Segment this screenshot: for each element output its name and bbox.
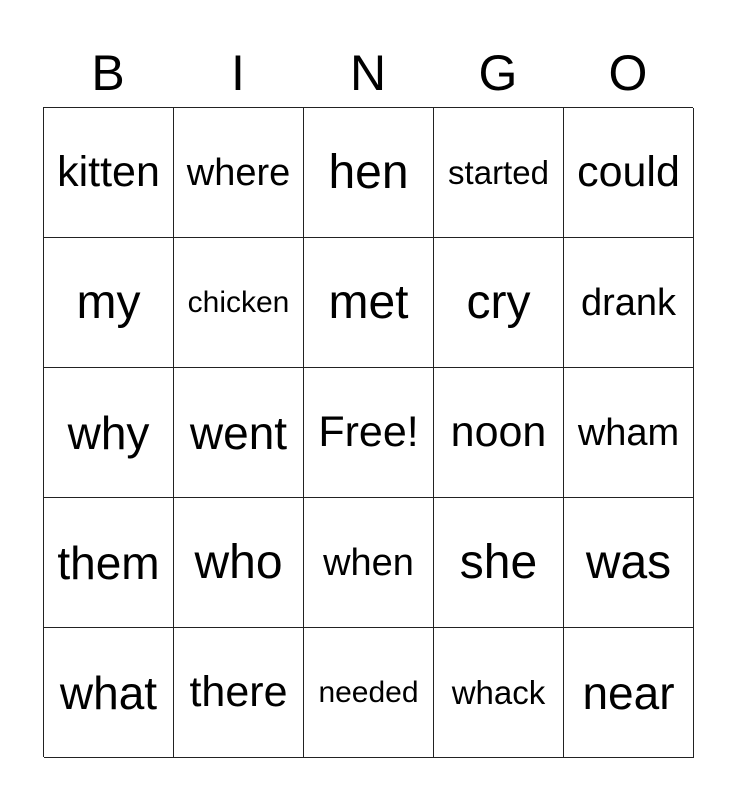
- bingo-cell[interactable]: there: [174, 628, 304, 758]
- bingo-cell[interactable]: met: [304, 238, 434, 368]
- bingo-cell[interactable]: went: [174, 368, 304, 498]
- bingo-cell[interactable]: cry: [434, 238, 564, 368]
- bingo-cell[interactable]: where: [174, 108, 304, 238]
- bingo-cell[interactable]: near: [564, 628, 694, 758]
- bingo-cell[interactable]: hen: [304, 108, 434, 238]
- bingo-cell[interactable]: my: [44, 238, 174, 368]
- bingo-cell[interactable]: kitten: [44, 108, 174, 238]
- bingo-cell[interactable]: was: [564, 498, 694, 628]
- bingo-cell[interactable]: who: [174, 498, 304, 628]
- bingo-cell[interactable]: drank: [564, 238, 694, 368]
- bingo-cell[interactable]: started: [434, 108, 564, 238]
- header-letter-n: N: [349, 45, 387, 101]
- bingo-cell[interactable]: why: [44, 368, 174, 498]
- bingo-cell[interactable]: when: [304, 498, 434, 628]
- header-letter-o: O: [608, 45, 648, 101]
- bingo-cell[interactable]: them: [44, 498, 174, 628]
- bingo-cell[interactable]: noon: [434, 368, 564, 498]
- bingo-cell[interactable]: needed: [304, 628, 434, 758]
- bingo-header: [43, 38, 693, 108]
- bingo-cell[interactable]: she: [434, 498, 564, 628]
- bingo-cell[interactable]: what: [44, 628, 174, 758]
- bingo-cell[interactable]: wham: [564, 368, 694, 498]
- header-letter-i: I: [231, 45, 245, 101]
- header-letter-b: B: [91, 45, 125, 101]
- bingo-board: [43, 107, 693, 757]
- header-letter-g: G: [478, 45, 518, 101]
- bingo-cell[interactable]: chicken: [174, 238, 304, 368]
- bingo-cell[interactable]: whack: [434, 628, 564, 758]
- free-space-cell[interactable]: Free!: [304, 368, 434, 498]
- bingo-cell[interactable]: could: [564, 108, 694, 238]
